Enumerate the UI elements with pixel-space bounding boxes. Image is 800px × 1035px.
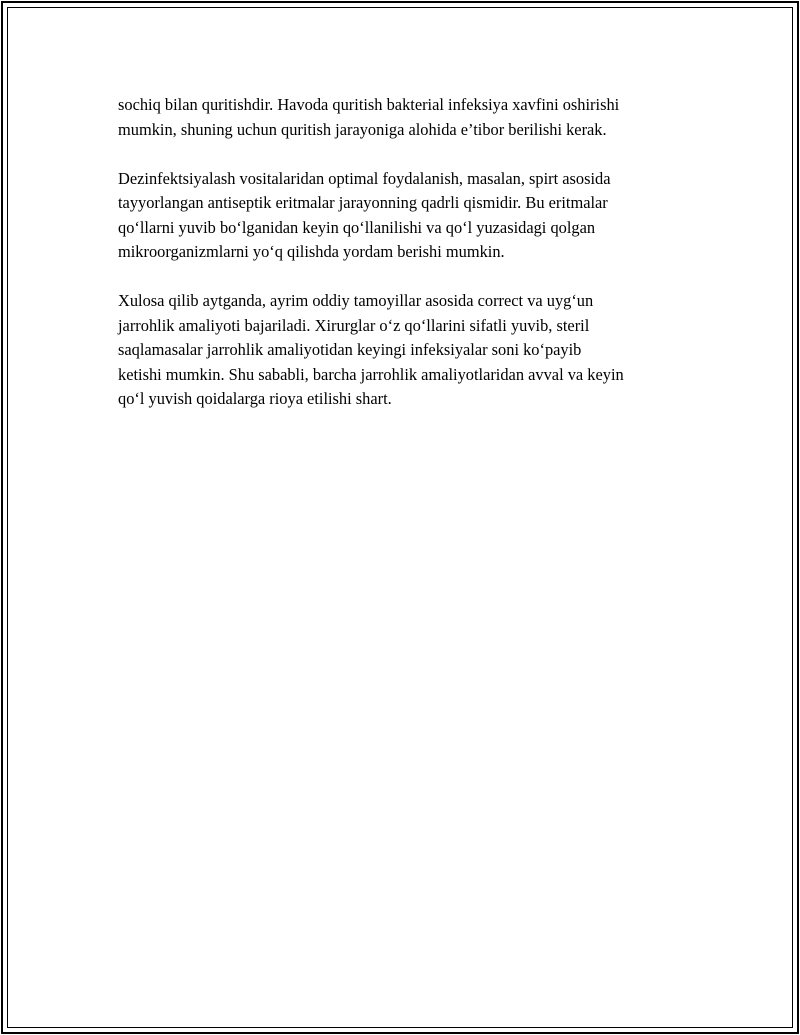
document-body [118, 93, 698, 436]
text-line: jarrohlik amaliyoti bajariladi. Xirurglar o‘z qo‘llarini sifatli yuvib, steril [118, 315, 590, 335]
text-line: mikroorganizmlarni yo‘q qilishda yordam berishi mumkin. [118, 242, 505, 261]
text-line: Dezinfektsiyalash vositalaridan optimal foydalanish, masalan, spirt asosida [118, 168, 611, 188]
text-line: sochiq bilan quritishdir. Havoda quritish bakterial infeksiya xavfini oshirishi [118, 95, 620, 114]
text-line: Xulosa qilib aytganda, ayrim oddiy tamoyillar asosida correct va uyg‘un [118, 291, 594, 310]
text-line: saqlamasalar jarrohlik amaliyotidan keyingi infeksiyalar soni ko‘payib [118, 340, 582, 359]
text-line: mumkin, shuning uchun quritish jarayoniga alohida e’tibor berilishi kerak. [118, 119, 607, 139]
paragraph-disinfection [118, 167, 698, 265]
paragraph-conclusion [118, 289, 698, 412]
text-line: tayyorlangan antiseptik eritmalar jarayonning qadrli qismidir. Bu eritmalar [118, 193, 608, 212]
paragraph-hand-drying [118, 93, 698, 142]
text-line: qo‘l yuvish qoidalarga rioya etilishi shart. [118, 389, 392, 408]
text-line: ketishi mumkin. Shu sababli, barcha jarrohlik amaliyotlaridan avval va keyin [118, 364, 624, 384]
text-line: qo‘llarni yuvib bo‘lganidan keyin qo‘llanilishi va qo‘l yuzasidagi qolgan [118, 217, 596, 237]
